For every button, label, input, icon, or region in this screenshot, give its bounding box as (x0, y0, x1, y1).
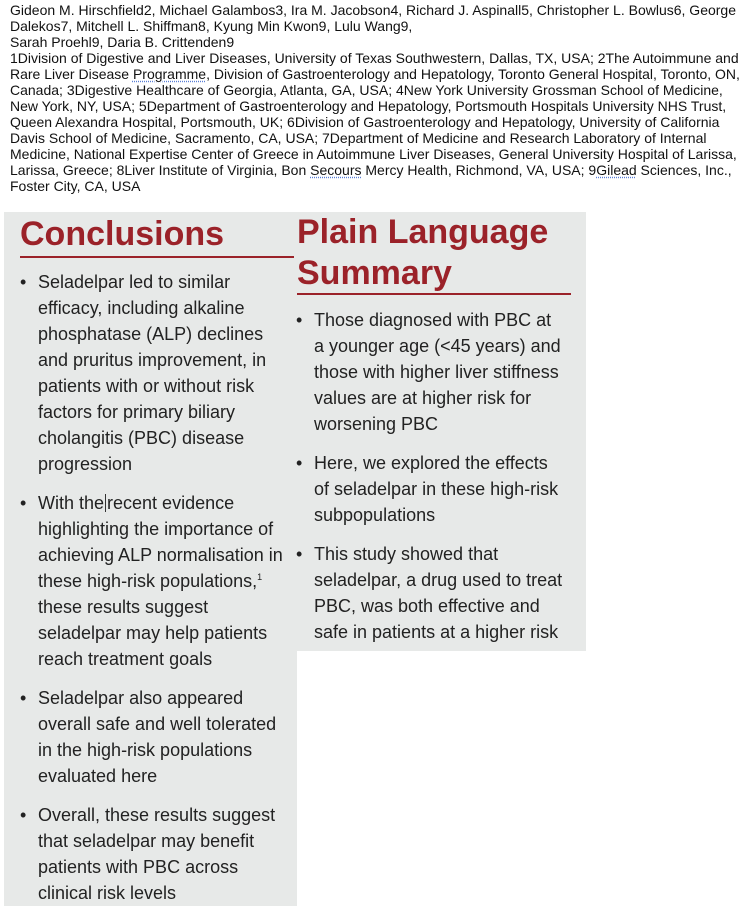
affiliation-line-5: Queen Alexandra Hospital, Portsmouth, UK; 6Division of Gastroenterology and Hepatology, University of California (10, 114, 720, 130)
reference-superscript: 1 (257, 572, 263, 582)
summary-rule (297, 293, 571, 295)
affiliation-line-8: Larissa, Greece; 8Liver Institute of Virginia, Bon Secours Mercy Health, Richmond, VA, USA; 9Gilead Sciences, Inc., (10, 162, 732, 178)
author-affiliations (10, 2, 742, 194)
spellcheck-word: Gilead (596, 162, 637, 178)
conclusions-bullet-1[interactable]: • Seladelpar led to similar efficacy, including alkaline phosphatase (ALP) declines and pruritus improvement, in patients with or without risk factors for primary biliary cholangitis (PBC) disease progression (20, 269, 284, 477)
summary-bullet-1[interactable]: • Those diagnosed with PBC at a younger age (<45 years) and those with higher liver stiffness values are at higher risk for worsening PBC (296, 307, 566, 437)
authors-line-2: Dalekos7, Mitchell L. Shiffman8, Kyung Min Kwon9, Lulu Wang9, (10, 18, 413, 34)
affiliation-line-9: Foster City, CA, USA (10, 178, 141, 194)
affiliation-line-6: Davis School of Medicine, Sacramento, CA, USA; 7Department of Medicine and Research Laboratory of Internal (10, 130, 707, 146)
spellcheck-word: Secours (310, 162, 362, 178)
summary-bullet-3[interactable]: • This study showed that seladelpar, a drug used to treat PBC, was both effective and safe in patients at a higher risk (296, 541, 566, 645)
summary-heading: Plain Language Summary (297, 213, 549, 292)
affiliation-line-1: 1Division of Digestive and Liver Diseases, University of Texas Southwestern, Dallas, TX, USA; 2The Autoimmune and (10, 50, 739, 66)
conclusions-rule (20, 256, 294, 258)
conclusions-bullet-4[interactable]: • Overall, these results suggest that seladelpar may benefit patients with PBC across clinical risk levels (20, 802, 284, 906)
affiliation-line-7: Medicine, National Expertise Center of Greece in Autoimmune Liver Diseases, General University Hospital of Larissa, (10, 146, 737, 162)
affiliation-line-2: Rare Liver Disease Programme, Division of Gastroenterology and Hepatology, Toronto General Hospital, Toronto, ON, (10, 66, 740, 82)
summary-bullet-2[interactable]: • Here, we explored the effects of seladelpar in these high-risk subpopulations (296, 450, 566, 528)
authors-line-3: Sarah Proehl9, Daria B. Crittenden9 (10, 34, 235, 50)
conclusions-bullet-3[interactable]: • Seladelpar also appeared overall safe and well tolerated in the high-risk populations evaluated here (20, 685, 284, 789)
conclusions-list (20, 269, 284, 919)
affiliation-line-3: Canada; 3Digestive Healthcare of Georgia, Atlanta, GA, USA; 4New York University Grossman School of Medicine, (10, 82, 723, 98)
conclusions-bullet-2[interactable]: • With the recent evidence highlighting the importance of achieving ALP normalisation in these high-risk populations,$^1$ these results suggest seladelpar may help patients reach treatment goals (20, 490, 284, 672)
text-cursor (105, 494, 106, 512)
summary-list (296, 307, 566, 658)
authors-line-1: Gideon M. Hirschfield2, Michael Galambos3, Ira M. Jacobson4, Richard J. Aspinall5, Christopher L. Bowlus6, George (10, 2, 737, 18)
spellcheck-word: Programme (132, 66, 207, 82)
conclusions-heading: Conclusions (20, 215, 225, 253)
affiliation-line-4: New York, NY, USA; 5Department of Gastroenterology and Hepatology, Portsmouth Hospitals University NHS Trust, (10, 98, 727, 114)
